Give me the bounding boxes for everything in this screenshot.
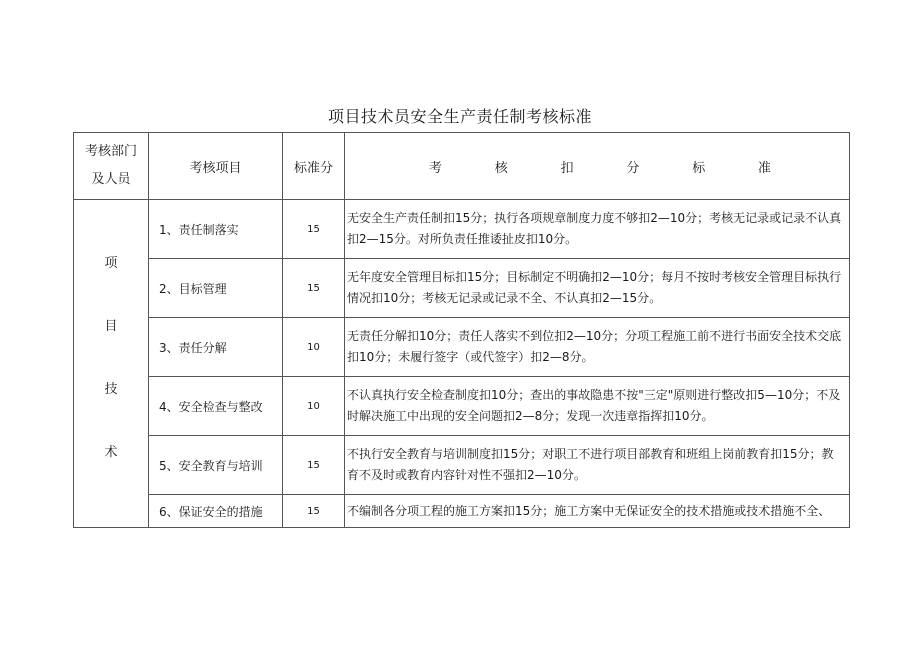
score-cell: 15 xyxy=(283,259,345,318)
score-cell: 15 xyxy=(283,200,345,259)
department-char: 术 xyxy=(104,444,118,460)
department-cell xyxy=(74,200,149,528)
header-criteria-char: 扣 xyxy=(560,160,574,176)
criteria-cell: 无安全生产责任制扣15分；执行各项规章制度力度不够扣2—10分；考核无记录或记录不认真扣2—15分。对所负责任推诿扯皮扣10分。 xyxy=(345,200,850,259)
department-char: 目 xyxy=(104,318,118,334)
header-criteria-char: 标 xyxy=(692,160,706,176)
score-cell: 10 xyxy=(283,318,345,377)
criteria-cell: 不执行安全教育与培训制度扣15分；对职工不进行项目部教育和班组上岗前教育扣15分；教育不及时或教育内容针对性不强扣2—10分。 xyxy=(345,436,850,495)
criteria-cell: 无年度安全管理目标扣15分；目标制定不明确扣2—10分；每月不按时考核安全管理目标执行情况扣10分；考核无记录或记录不全、不认真扣2—15分。 xyxy=(345,259,850,318)
table-row xyxy=(74,318,850,377)
item-cell: 5、安全教育与培训 xyxy=(149,436,283,495)
header-department xyxy=(74,133,149,200)
criteria-cell: 不编制各分项工程的施工方案扣15分；施工方案中无保证安全的技术措施或技术措施不全、 xyxy=(345,495,850,528)
header-criteria-char: 核 xyxy=(494,160,508,176)
department-char: 技 xyxy=(104,381,118,397)
item-cell: 3、责任分解 xyxy=(149,318,283,377)
table-row xyxy=(74,436,850,495)
department-char: 项 xyxy=(104,255,118,271)
header-department-line1: 考核部门 xyxy=(84,144,137,159)
item-cell: 4、安全检查与整改 xyxy=(149,377,283,436)
criteria-cell: 无责任分解扣10分；责任人落实不到位扣2—10分；分项工程施工前不进行书面安全技术交底扣10分；未履行签字（或代签字）扣2—8分。 xyxy=(345,318,850,377)
header-criteria xyxy=(345,133,850,200)
table-row xyxy=(74,377,850,436)
table-row xyxy=(74,259,850,318)
header-criteria-char: 考 xyxy=(429,160,443,176)
header-department-line2: 及人员 xyxy=(91,172,131,187)
document-title: 项目技术员安全生产责任制考核标准 xyxy=(327,107,592,126)
score-cell: 15 xyxy=(283,436,345,495)
header-item: 考核项目 xyxy=(149,133,283,200)
item-cell: 1、责任制落实 xyxy=(149,200,283,259)
score-cell: 10 xyxy=(283,377,345,436)
item-cell: 6、保证安全的措施 xyxy=(149,495,283,528)
header-criteria-char: 分 xyxy=(626,160,640,176)
header-score: 标准分 xyxy=(283,133,345,200)
criteria-cell: 不认真执行安全检查制度扣10分；查出的事故隐患不按"三定"原则进行整改扣5—10分；不及时解决施工中出现的安全问题扣2—8分；发现一次违章指挥扣10分。 xyxy=(345,377,850,436)
score-cell: 15 xyxy=(283,495,345,528)
table-row xyxy=(74,495,850,528)
assessment-table xyxy=(73,132,850,528)
header-criteria-char: 准 xyxy=(757,160,771,176)
item-cell: 2、目标管理 xyxy=(149,259,283,318)
table-row xyxy=(74,200,850,259)
table-header-row xyxy=(74,133,850,200)
